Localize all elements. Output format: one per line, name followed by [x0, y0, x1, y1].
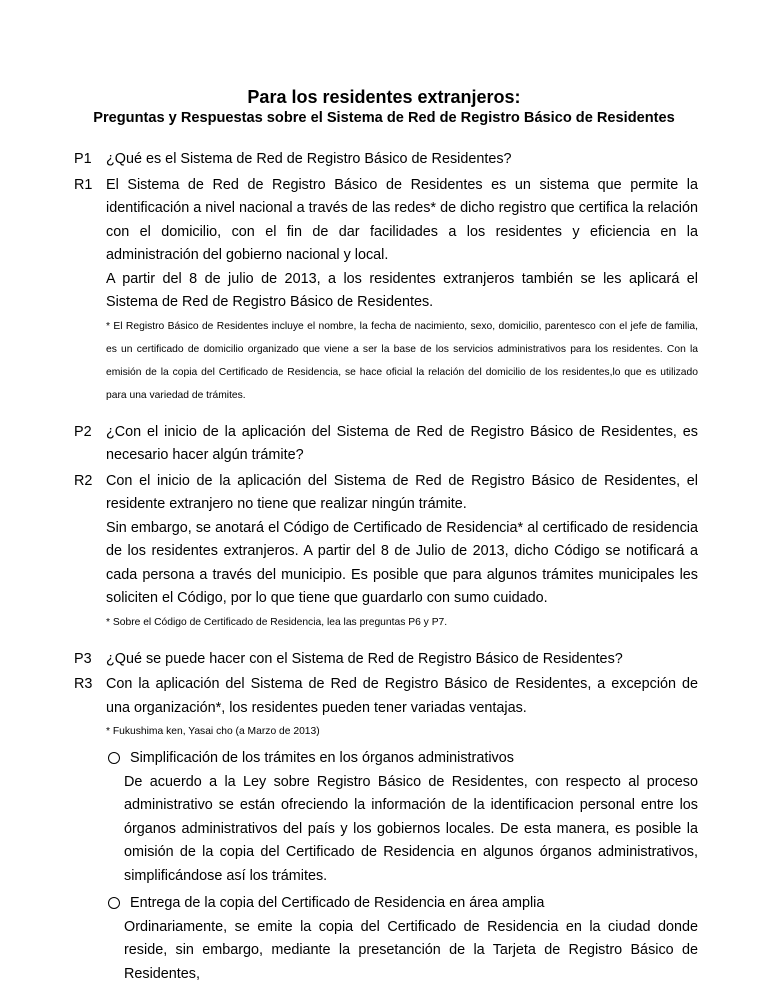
bullet-text: De acuerdo a la Ley sobre Registro Básico de Residentes, con respecto al proceso administrativo se están ofreciendo la información de la identificacion personal entre los órganos administrativos del país y los gobiernos locales. De esta manera, es posible la omisión de la copia del Certificado de Residencia en algunos órganos administrativos, simplificándose así los trámites. — [124, 773, 698, 884]
answer-label: R2 — [74, 472, 93, 489]
answer-paragraph: A partir del 8 de julio de 2013, a los residentes extranjeros también se les aplicará el Sistema de Red de Registro Básico de Residentes. — [106, 270, 698, 310]
question-row — [74, 421, 698, 468]
answer-paragraph: Sin embargo, se anotará el Código de Certificado de Residencia* al certificado de residencia de los residentes extranjeros. A partir del 8 de Julio de 2013, dicho Código se notificará a cada persona a través del municipio. Es posible que para algunos trámites municipales les soliciten el Código, por lo que tiene que guardarlo con sumo cuidado. — [106, 519, 698, 606]
answer-label: R1 — [74, 176, 93, 193]
document-subtitle: Preguntas y Respuestas sobre el Sistema de Red de Registro Básico de Residentes — [93, 110, 675, 126]
circle-bullet-icon — [108, 897, 120, 909]
question-text: ¿Qué se puede hacer con el Sistema de Red de Registro Básico de Residentes? — [106, 650, 623, 667]
bullet-item — [106, 747, 698, 771]
question-label: P3 — [74, 650, 92, 667]
question-row — [74, 148, 698, 172]
footnote: * Sobre el Código de Certificado de Residencia, lea las preguntas P6 y P7. — [106, 616, 448, 628]
answer-paragraph: El Sistema de Red de Registro Básico de Residentes es un sistema que permite la identificación a nivel nacional a través de las redes* de dicho registro que certifica la relación con el domicilio, con el fin de dar facilidades a los residentes y eficiencia en la administración del gobierno nacional y local. — [106, 176, 698, 263]
answer-row — [74, 174, 698, 407]
answer-label: R3 — [74, 676, 93, 692]
question-text: ¿Con el inicio de la aplicación del Sistema de Red de Registro Básico de Residentes, es necesario hacer algún trámite? — [106, 423, 698, 463]
footnote: * Fukushima ken, Yasai cho (a Marzo de 2013) — [106, 726, 320, 737]
bullet-heading: Entrega de la copia del Certificado de Residencia en área amplia — [130, 895, 545, 911]
question-text: ¿Qué es el Sistema de Red de Registro Básico de Residentes? — [106, 151, 512, 167]
bullet-text: Ordinariamente, se emite la copia del Certificado de Residencia en la ciudad donde reside, sin embargo, mediante la presetanción de la Tarjeta de Registro Básico de Residentes, — [124, 918, 698, 982]
footnote: * El Registro Básico de Residentes incluye el nombre, la fecha de nacimiento, sexo, domicilio, parentesco con el jefe de familia, es un certificado de domicilio organizado que viene a ser la base de los servicios administrativos para los residentes. Con la emisión de la copia del Certificado de Residencia, se hace oficial la relación del domicilio de los residentes,lo que es utilizado para una variedad de trámites. — [106, 320, 698, 401]
answer-row — [74, 673, 698, 986]
question-label: P2 — [74, 423, 92, 440]
circle-bullet-icon — [108, 752, 120, 764]
answer-paragraph: Con la aplicación del Sistema de Red de Registro Básico de Residentes, a excepción de una organización*, los residentes pueden tener variadas ventajas. — [106, 676, 698, 716]
qa-content — [74, 148, 698, 986]
answer-paragraph: Con el inicio de la aplicación del Sistema de Red de Registro Básico de Residentes, el residente extranjero no tiene que realizar ningún trámite. — [106, 472, 698, 512]
bullet-item — [106, 892, 698, 916]
question-row — [74, 648, 698, 672]
answer-row — [74, 470, 698, 634]
bullet-heading: Simplificación de los trámites en los órganos administrativos — [130, 750, 514, 766]
document-title: Para los residentes extranjeros: — [247, 87, 521, 107]
question-label: P1 — [74, 151, 92, 167]
